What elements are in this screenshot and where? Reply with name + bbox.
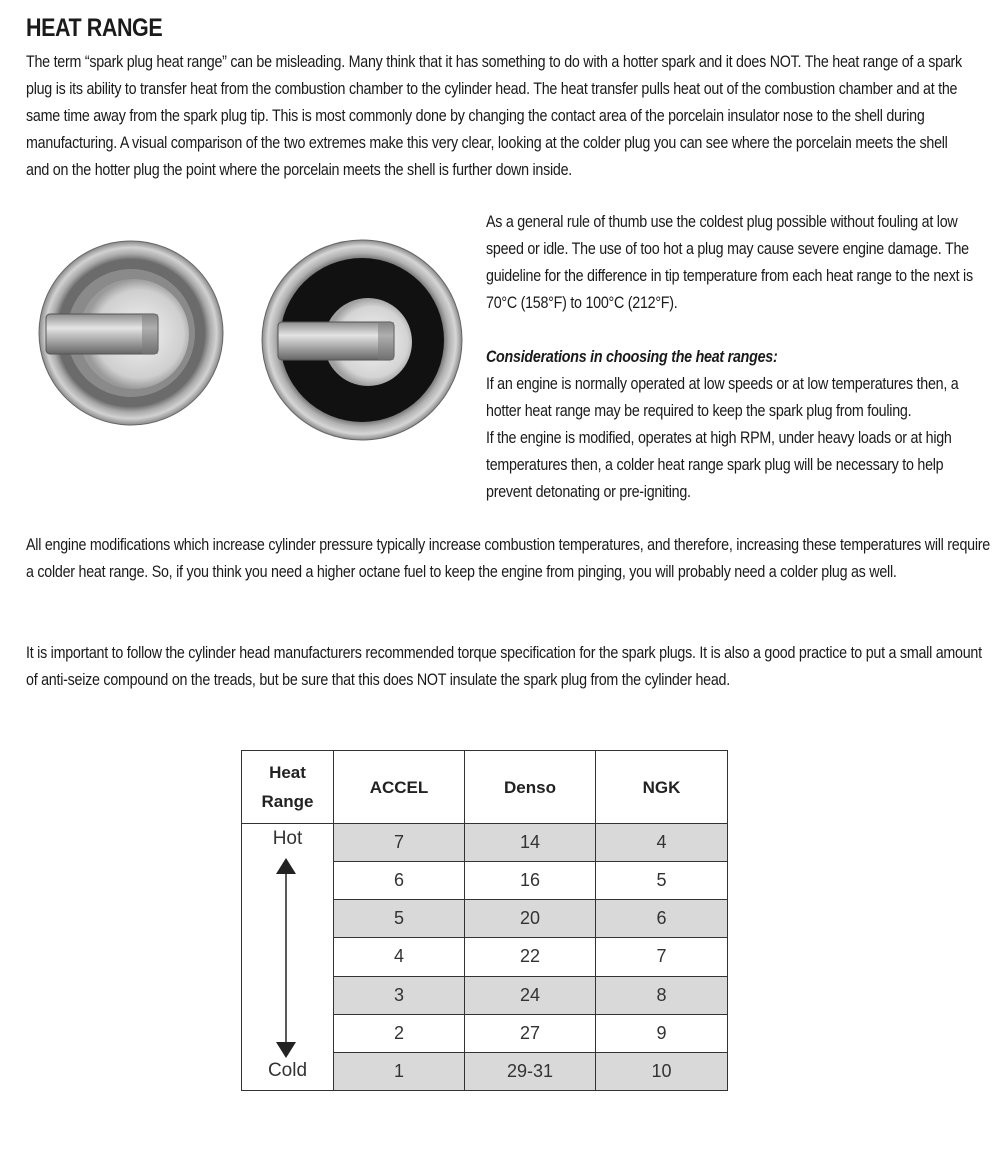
- denso-value: 20: [465, 900, 596, 938]
- denso-value: 22: [465, 938, 596, 976]
- accel-value: 1: [334, 1052, 465, 1090]
- hot-label: Hot: [272, 828, 303, 849]
- page-title: HEAT RANGE: [26, 14, 163, 42]
- header-heat-range: [242, 751, 334, 824]
- ngk-value: 8: [596, 976, 728, 1014]
- table-row: [242, 824, 728, 862]
- header-ngk: NGK: [596, 751, 728, 824]
- ngk-value: 7: [596, 938, 728, 976]
- cold-label: Cold: [267, 1060, 308, 1081]
- denso-value: 29-31: [465, 1052, 596, 1090]
- denso-value: 27: [465, 1014, 596, 1052]
- heat-range-scale: [242, 824, 334, 1091]
- accel-value: 7: [334, 824, 465, 862]
- denso-value: 24: [465, 976, 596, 1014]
- ngk-value: 10: [596, 1052, 728, 1090]
- spark-plug-hot-image: [260, 238, 464, 442]
- intro-paragraph: The term “spark plug heat range” can be misleading. Many think that it has something to do with a hotter spark and it does NOT. The heat range of a spark plug is its ability to transfer heat from the combustion chamber to the cylinder head. The heat transfer pulls heat out of the combustion chamber and at the same time away from the spark plug tip. This is most commonly done by changing the contact area of the porcelain insulator nose to the shell during manufacturing. A visual comparison of the two extremes make this very clear, looking at the colder plug you can see where the porcelain meets the shell and on the hotter plug the point where the porcelain meets the shell is further down inside.: [26, 52, 962, 179]
- ngk-value: 6: [596, 900, 728, 938]
- denso-value: 14: [465, 824, 596, 862]
- heat-range-table-wrapper: [241, 750, 727, 1091]
- considerations-low-speed: If an engine is normally operated at low speeds or at low temperatures then, a hotter heat range may be required to keep the spark plug from fouling.: [486, 374, 959, 420]
- denso-value: 16: [465, 862, 596, 900]
- considerations-modified: If the engine is modified, operates at high RPM, under heavy loads or at high temperatures then, a colder heat range spark plug will be necessary to help prevent detonating or pre-igniting.: [486, 428, 952, 501]
- torque-paragraph: It is important to follow the cylinder head manufacturers recommended torque specification for the spark plugs. It is also a good practice to put a small amount of anti-seize compound on the treads, but be sure that this does NOT insulate the spark plug from the cylinder head.: [26, 643, 982, 689]
- accel-value: 3: [334, 976, 465, 1014]
- spark-plug-cold-image: [38, 240, 224, 426]
- ngk-value: 5: [596, 862, 728, 900]
- header-heat-label: Heat: [269, 763, 306, 782]
- accel-value: 5: [334, 900, 465, 938]
- double-arrow-icon: [270, 858, 302, 1058]
- right-text-block: [486, 208, 973, 505]
- header-denso: Denso: [465, 751, 596, 824]
- considerations-heading: Considerations in choosing the heat ranges:: [486, 347, 778, 366]
- modifications-paragraph: All engine modifications which increase cylinder pressure typically increase combustion temperatures, and therefore, increasing these temperatures will require a colder heat range. So, if you think you need a higher octane fuel to keep the engine from pinging, you will probably need a colder plug as well.: [26, 535, 990, 581]
- ngk-value: 4: [596, 824, 728, 862]
- header-accel: ACCEL: [334, 751, 465, 824]
- table-header-row: [242, 751, 728, 824]
- header-range-label: Range: [261, 792, 314, 811]
- accel-value: 4: [334, 938, 465, 976]
- accel-value: 6: [334, 862, 465, 900]
- heat-range-table: [241, 750, 728, 1091]
- ngk-value: 9: [596, 1014, 728, 1052]
- accel-value: 2: [334, 1014, 465, 1052]
- rule-of-thumb-paragraph: As a general rule of thumb use the coldest plug possible without fouling at low speed or idle. The use of too hot a plug may cause severe engine damage. The guideline for the difference in tip temperature from each heat range to the next is 70°C (158°F) to 100°C (212°F).: [486, 212, 973, 312]
